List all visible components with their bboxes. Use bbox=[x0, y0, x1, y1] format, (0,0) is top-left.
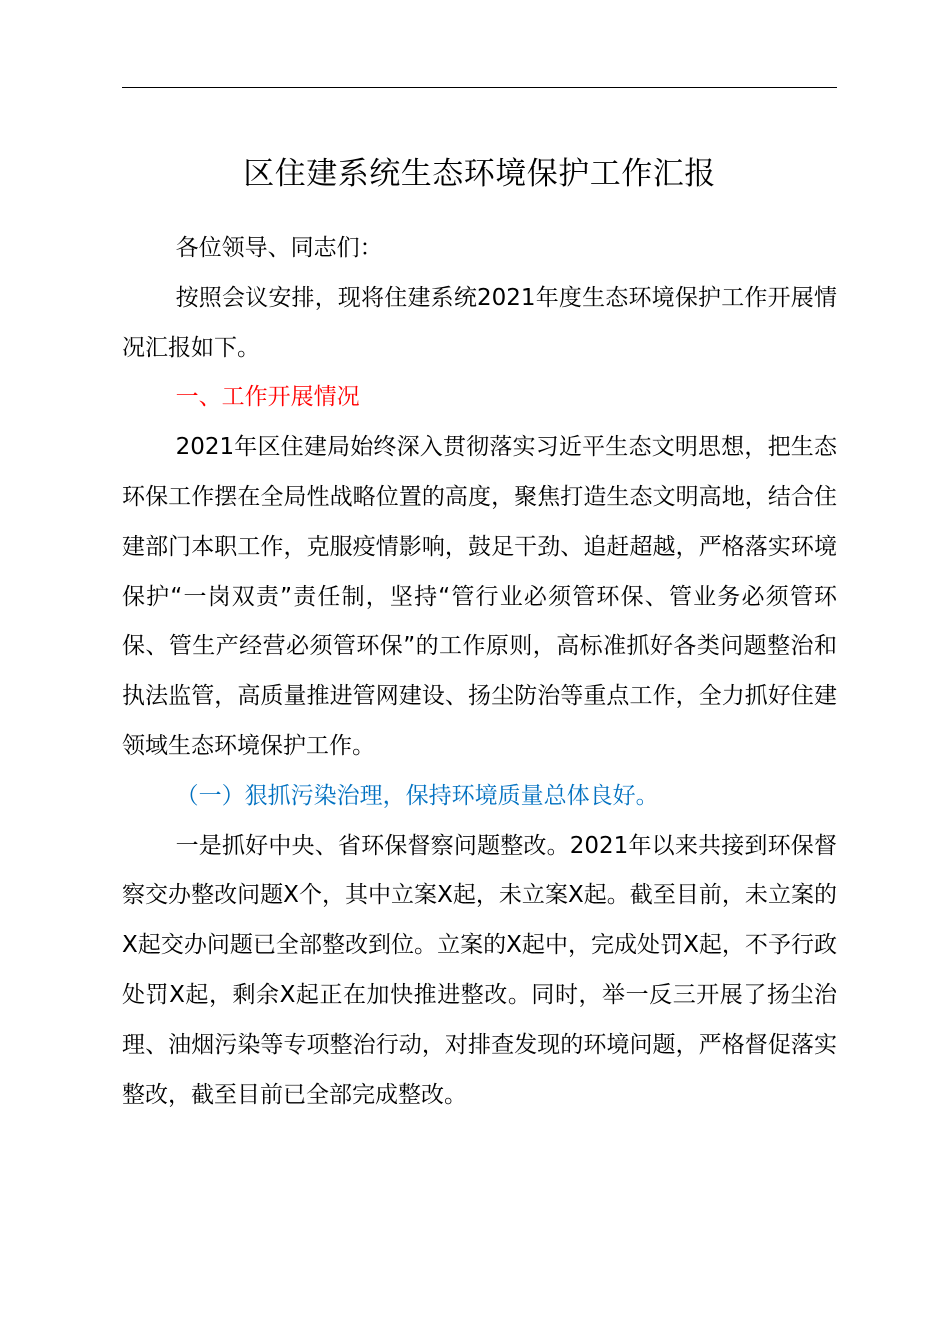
subsection-paragraph: 一是抓好中央、省环保督察问题整改。2021年以来共接到环保督察交办整改问题X个，其中立案X起，未立案X起。截至目前，未立案的X起交办问题已全部整改到位。立案的X起中，完成处罚X起，不予行政处罚X起，剩余X起正在加快推进整改。同时，举一反三开展了扬尘治理、油烟污染等专项整治行动，对排查发现的环境问题，严格督促落实整改，截至目前已全部完成整改。 bbox=[122, 832, 837, 1108]
document-body bbox=[122, 224, 837, 1120]
salutation: 各位领导、同志们： bbox=[175, 235, 383, 261]
document-title: 区住建系统生态环境保护工作汇报 bbox=[243, 156, 716, 192]
section-paragraph: 2021年区住建局始终深入贯彻落实习近平生态文明思想，把生态环保工作摆在全局性战略位置的高度，聚焦打造生态文明高地，结合住建部门本职工作，克服疫情影响，鼓足干劲、追赶超越，严格落实环境保护“一岗双责”责任制，坚持“管行业必须管环保、管业务必须管环保、管生产经营必须管环保”的工作原则，高标准抓好各类问题整治和执法监管，高质量推进管网建设、扬尘防治等重点工作，全力抓好住建领域生态环境保护工作。 bbox=[122, 434, 837, 759]
intro-paragraph: 按照会议安排，现将住建系统2021年度生态环境保护工作开展情况汇报如下。 bbox=[122, 284, 837, 361]
subsection-heading: （一）狠抓污染治理，保持环境质量总体良好。 bbox=[175, 782, 659, 809]
section-heading: 一、工作开展情况 bbox=[175, 384, 360, 411]
header-rule bbox=[122, 87, 837, 88]
